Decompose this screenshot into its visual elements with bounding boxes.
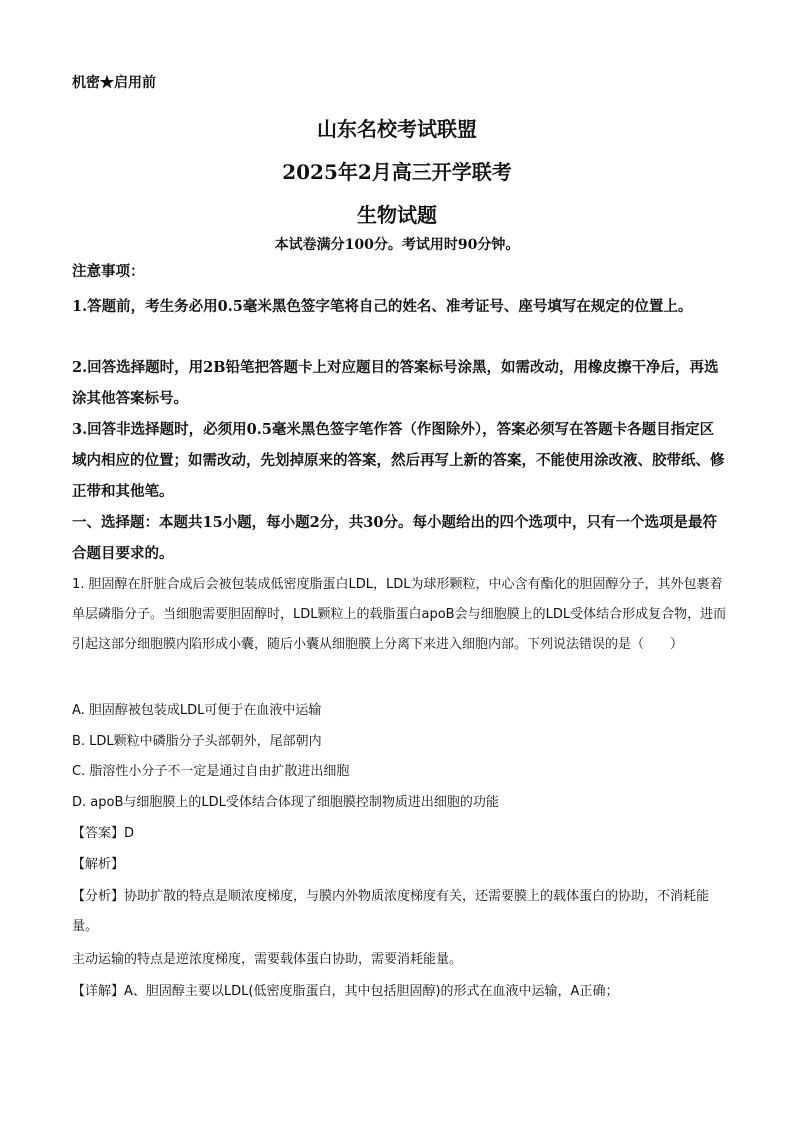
section-heading: 一、选择题：本题共15小题，每小题2分，共30分。每小题给出的四个选项中，只有一个选项是最符合题目要求的。 <box>72 514 717 562</box>
option-a: A. 胆固醇被包装成LDL可便于在血液中运输 <box>72 703 322 718</box>
answer-label: 【答案】 <box>72 826 125 841</box>
fenxi-label: 【分析】 <box>72 889 125 904</box>
secret-mark: 机密★启用前 <box>72 75 156 91</box>
answer-value: D <box>124 826 135 841</box>
exam-subtitle: 本试卷满分100分。考试用时90分钟。 <box>274 237 520 253</box>
option-c: C. 脂溶性小分子不一定是通过自由扩散进出细胞 <box>72 764 350 779</box>
analysis-label: 【解析】 <box>72 857 125 872</box>
fenxi-paragraph <box>72 882 728 942</box>
fenxi-text: 协助扩散的特点是顺浓度梯度，与膜内外物质浓度梯度有关，还需要膜上的载体蛋白的协助，不消耗能量。 <box>72 889 710 934</box>
notice-heading: 注意事项： <box>72 263 145 280</box>
answer-line <box>72 819 728 849</box>
option-d: D. apoB与细胞膜上的LDL受体结合体现了细胞膜控制物质进出细胞的功能 <box>72 795 499 810</box>
notice-item-2: 2.回答选择题时，用2B铅笔把答题卡上对应题目的答案标号涂黑，如需改动，用橡皮擦干净后，再选涂其他答案标号。 <box>72 359 719 407</box>
xiangjie-text: A、胆固醇主要以LDL(低密度脂蛋白，其中包括胆固醇)的形式在血液中运输，A正确； <box>124 984 619 999</box>
xiangjie-paragraph <box>72 977 728 1007</box>
xiangjie-label: 【详解】 <box>72 984 125 999</box>
notice-item-3: 3.回答非选择题时，必须用0.5毫米黑色签字笔作答（作图除外），答案必须写在答题卡各题目指定区域内相应的位置；如需改动，先划掉原来的答案，然后再写上新的答案，不能使用涂改液、胶带纸、修正带和其他笔。 <box>72 421 725 500</box>
title-exam: 2025年2月高三开学联考 <box>282 160 512 184</box>
notice-item-1: 1.答题前，考生务必用0.5毫米黑色签字笔将自己的姓名、准考证号、座号填写在规定的位置上。 <box>72 298 693 315</box>
title-league: 山东名校考试联盟 <box>317 117 477 141</box>
active-transport-text: 主动运输的特点是逆浓度梯度，需要载体蛋白协助，需要消耗能量。 <box>72 952 463 967</box>
title-subject: 生物试题 <box>357 203 437 227</box>
question-stem: 1. 胆固醇在肝脏合成后会被包装成低密度脂蛋白LDL，LDL为球形颗粒，中心含有酯化的胆固醇分子，其外包裹着单层磷脂分子。当细胞需要胆固醇时，LDL颗粒上的载脂蛋白apoB会与细胞膜上的LDL受体结合形成复合物，进而引起这部分细胞膜内陷形成小囊，随后小囊从细胞膜上分离下来进入细胞内部。下列说法错误的是（ ） <box>72 577 727 652</box>
option-b: B. LDL颗粒中磷脂分子头部朝外，尾部朝内 <box>72 734 322 749</box>
